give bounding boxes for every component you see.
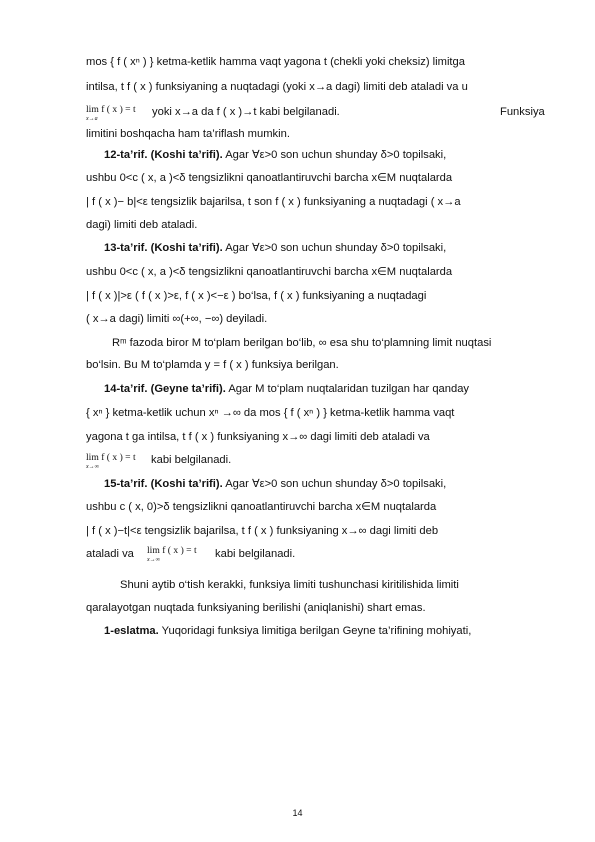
definition-text: Agar ∀ε>0 son uchun shunday δ>0 topilsaki,	[222, 242, 447, 254]
text-line: ataladi va	[86, 548, 134, 560]
text-line: Funksiya	[500, 106, 545, 118]
definition-text: Agar ∀ε>0 son uchun shunday δ>0 topilsaki,	[222, 149, 447, 161]
definition-title: 15-ta’rif. (Koshi ta’rifi).	[104, 478, 223, 490]
text-line: Shuni aytib o‘tish kerakki, funksiya limiti tushunchasi kiritilishida limiti	[120, 579, 459, 591]
limit-formula-infinity	[86, 452, 146, 478]
limit-formula-top: lim f ( x ) = t	[86, 452, 136, 463]
text-line: mos { f ( xⁿ ) } ketma-ketlik hamma vaqt yagona t (chekli yoki cheksiz) limitga	[86, 56, 465, 68]
text-line: yagona t ga intilsa, t f ( x ) funksiyaning x→∞ dagi limiti deb ataladi va	[86, 431, 430, 443]
definition-title: 12-ta’rif. (Koshi ta’rifi).	[104, 149, 223, 161]
remark-title: 1-eslatma.	[104, 625, 159, 637]
text-line: yoki x→a da f ( x )→t kabi belgilanadi.	[152, 106, 340, 118]
text-line: | f ( x )−t|<ε tengsizlik bajarilsa, t f ( x ) funksiyaning x→∞ dagi limiti deb	[86, 525, 439, 537]
text-line: kabi belgilanadi.	[151, 454, 232, 466]
text-line: ushbu 0<c ( x, a )<δ tengsizlikni qanoatlantiruvchi barcha x∈M nuqtalarda	[86, 266, 453, 278]
limit-formula-top: lim f ( x ) = t	[86, 104, 136, 115]
text-line: ushbu 0<c ( x, a )<δ tengsizlikni qanoatlantiruvchi barcha x∈M nuqtalarda	[86, 172, 453, 184]
definition-title: 14-ta’rif. (Geyne ta’rifi).	[104, 383, 226, 395]
definition-15	[104, 477, 552, 491]
text-line: dagi) limiti deb ataladi.	[86, 219, 198, 231]
definition-13	[104, 241, 552, 255]
limit-formula-sub: x→∞	[147, 557, 160, 563]
text-line: Rᵐ fazoda biror M to‘plam berilgan bo‘lib, ∞ esa shu to‘plamning limit nuqtasi	[112, 337, 492, 349]
definition-12	[104, 148, 552, 162]
text-line: { xⁿ } ketma-ketlik uchun xⁿ →∞ da mos { f ( xⁿ ) } ketma-ketlik hamma vaqt	[86, 407, 455, 419]
definition-title: 13-ta’rif. (Koshi ta’rifi).	[104, 242, 223, 254]
page-number: 14	[292, 808, 303, 818]
text-line: | f ( x )|>ε ( f ( x )>ε, f ( x )<−ε ) bo‘lsa, f ( x ) funksiyaning a nuqtadagi	[86, 290, 427, 302]
text-line: intilsa, t f ( x ) funksiyaning a nuqtadagi (yoki x→a dagi) limiti deb ataladi va u	[86, 81, 468, 93]
text-line: limitini boshqacha ham ta’riflash mumkin.	[86, 128, 290, 140]
definition-text: Agar ∀ε>0 son uchun shunday δ>0 topilsaki,	[222, 478, 447, 490]
limit-formula-sub: x→∞	[86, 464, 99, 470]
remark-text: Yuqoridagi funksiya limitiga berilgan Geyne ta’rifining mohiyati,	[158, 625, 472, 637]
text-line: kabi belgilanadi.	[215, 548, 296, 560]
limit-formula-sub: x→a	[86, 116, 98, 122]
text-line: | f ( x )− b|<ε tengsizlik bajarilsa, t son f ( x ) funksiyaning a nuqtadagi ( x→a	[86, 196, 461, 208]
text-line: qaralayotgan nuqtada funksiyaning berilishi (aniqlanishi) shart emas.	[86, 602, 426, 614]
remark-1	[104, 624, 552, 638]
definition-text: Agar M to‘plam nuqtalaridan tuzilgan har qanday	[225, 383, 470, 395]
limit-formula-top: lim f ( x ) = t	[147, 545, 197, 556]
limit-formula-infinity-2	[147, 545, 207, 571]
text-line: ushbu c ( x, 0)>δ tengsizlikni qanoatlantiruvchi barcha x∈M nuqtalarda	[86, 501, 437, 513]
text-line: bo‘lsin. Bu M to‘plamda y = f ( x ) funksiya berilgan.	[86, 359, 339, 371]
definition-14	[104, 382, 552, 396]
text-line: ( x→a dagi) limiti ∞(+∞, −∞) deyiladi.	[86, 313, 268, 325]
